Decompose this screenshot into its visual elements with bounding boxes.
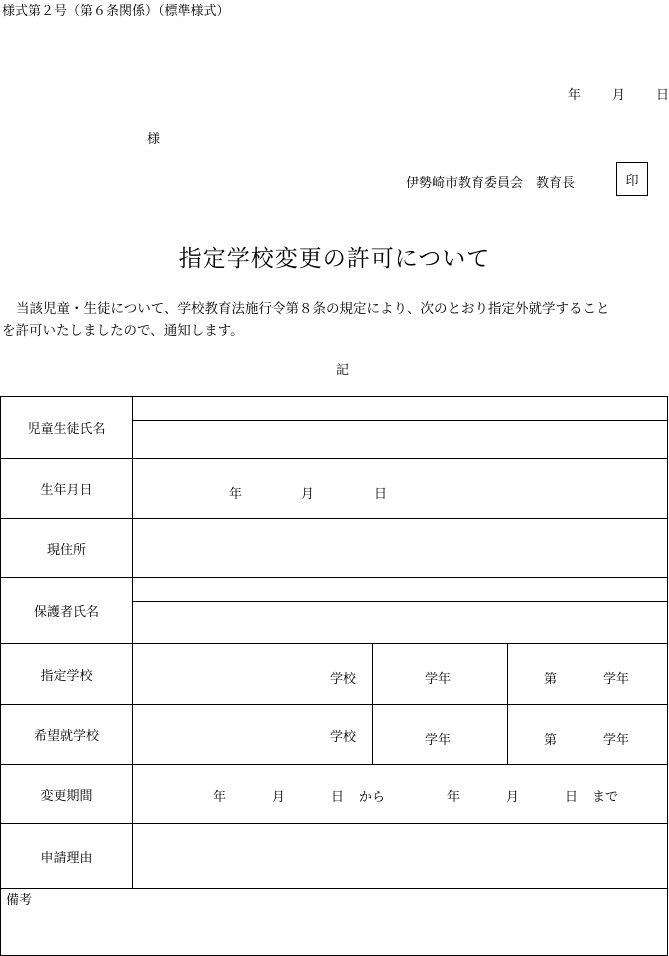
- period-start-day: 日: [331, 790, 345, 805]
- desired-grade-label: 学年: [425, 733, 452, 748]
- body-line-2: を許可いたしましたので、通知します。: [2, 323, 244, 339]
- issuer-name: 伊勢崎市教育委員会 教育長: [406, 176, 576, 191]
- address-label: 現住所: [46, 542, 86, 558]
- seal-box: [616, 162, 648, 196]
- seal-mark: 印: [625, 173, 639, 189]
- desired-school-label: 希望就学校: [33, 729, 99, 744]
- body-line-1: 当該児童・生徒について、学校教育法施行令第８条の規定により、次のとおり指定外就学すること: [16, 301, 610, 317]
- row-line: [0, 888, 668, 889]
- table-border-right: [667, 396, 668, 956]
- period-end-year: 年: [447, 790, 461, 805]
- document-title: 指定学校変更の許可について: [178, 246, 491, 272]
- guardian-name-split: [132, 601, 668, 602]
- desired-dai-label: 第: [544, 733, 558, 748]
- student-name-split: [132, 420, 668, 421]
- designated-school-suffix: 学校: [330, 672, 357, 687]
- addressee-suffix: 様: [147, 132, 161, 147]
- remarks-label: 備考: [6, 893, 33, 908]
- birthdate-label: 生年月日: [40, 483, 93, 498]
- birth-month-label: 月: [301, 487, 315, 502]
- period-from-label: から: [359, 790, 386, 805]
- designated-grade-label: 学年: [425, 672, 452, 687]
- period-until-label: まで: [592, 790, 619, 805]
- label-column-divider: [132, 396, 133, 888]
- desired-grade2-label: 学年: [603, 733, 630, 748]
- period-end-month: 月: [506, 790, 520, 805]
- form-number: 様式第２号（第６条関係）（標準様式）: [2, 4, 230, 19]
- change-period-label: 変更期間: [40, 788, 93, 804]
- reason-label: 申請理由: [40, 850, 93, 866]
- designated-school-label: 指定学校: [40, 668, 93, 684]
- period-start-year: 年: [213, 790, 227, 805]
- student-name-label: 児童生徒氏名: [27, 422, 106, 437]
- date-month-label: 月: [612, 88, 626, 103]
- period-end-day: 日: [565, 790, 579, 805]
- date-year-label: 年: [568, 88, 582, 103]
- period-start-month: 月: [272, 790, 286, 805]
- birth-day-label: 日: [374, 487, 388, 502]
- desired-school-suffix: 学校: [330, 730, 357, 745]
- designated-grade2-label: 学年: [603, 672, 630, 687]
- birth-year-label: 年: [229, 487, 243, 502]
- ki-mark: 記: [336, 363, 350, 378]
- date-day-label: 日: [656, 88, 669, 103]
- guardian-name-label: 保護者氏名: [33, 605, 99, 620]
- designated-dai-label: 第: [544, 672, 558, 687]
